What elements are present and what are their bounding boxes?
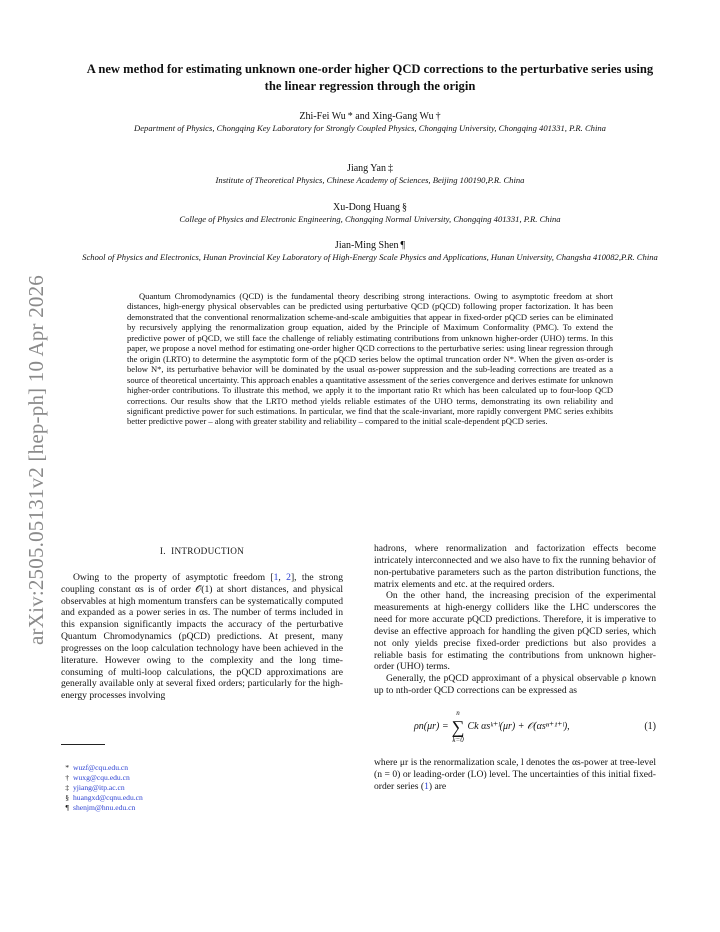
footnote bbox=[61, 763, 143, 773]
section-heading bbox=[61, 546, 343, 558]
footnote bbox=[61, 783, 143, 793]
footnote-mark: † bbox=[65, 773, 69, 782]
intro-paragraph-cont: hadrons, where renormalization and factorization effects become intricately interconnected and we also have to fix the running behavior of non-pertubative parameters such as the parton distribution functions, the matrix elements and etc. at the required orders. bbox=[374, 543, 656, 590]
arxiv-stamp: arXiv:2505.05131v2 [hep-ph] 10 Apr 2026 bbox=[24, 275, 48, 645]
abstract-text: Quantum Chromodynamics (QCD) is the fundamental theory describing strong interactions. Owing to asymptotic freedom at short distances, high-energy physical observables can be predicted using perturbative QCD (pQCD) following proper factorization. It has been demonstrated that the conventional renormalization scheme-and-scale ambiguities that appear in fixed-order pQCD series can be eliminated by recursively applying the renormalization group equation, aided by the Principle of Maximum Conformality (PMC). To extend the predictive power of pQCD, we still face the challenge of reliably estimating contributions from unknown higher-order (UHO) terms. In this paper, we propose a novel method for estimating one-order higher QCD corrections to the perturbative series: using linear regression through the origin (LRTO) to determine the asymptotic form of the pQCD series below the optimal truncation order N*. When the given αs-order is below N*, its perturbative behavior will be dominated by the usual αs-power suppression and the sub-leading corrections are treated as a source of theoretical uncertainty. This approach enables a quantitative assessment of the series convergence and derives estimate for unknown higher-order contributions. To illustrate this method, we apply it to the important ratio Rτ which has been calculated up to four-loop QCD corrections. Our results show that the LRTO method yields reliable estimates of the UHO terms, demonstrating its own reliability and significant predictive power for such estimations. In particular, we find that the scale-invariant, more rapidly convergent PMC series exhibits better predictive power – along with greater stability and reliability – compared to the initial scale-dependent pQCD series. bbox=[127, 291, 613, 427]
author-group-1 bbox=[70, 110, 670, 134]
text-run: ) are bbox=[428, 780, 447, 792]
footnote bbox=[61, 773, 143, 783]
intro-paragraph-4 bbox=[374, 757, 656, 793]
intro-paragraph-1 bbox=[61, 572, 343, 702]
footnotes bbox=[61, 763, 143, 813]
author-affiliation: Institute of Theoretical Physics, Chinese Academy of Sciences, Beijing 100190,P.R. China bbox=[215, 175, 525, 185]
equation-1 bbox=[374, 705, 656, 749]
author-group-2 bbox=[70, 162, 670, 186]
abstract bbox=[127, 291, 613, 427]
email-link[interactable]: wuzf@cqu.edu.cn bbox=[73, 763, 129, 772]
author-names: Xu-Dong Huang § bbox=[333, 202, 407, 213]
intro-paragraph-2: On the other hand, the increasing precision of the experimental measurements at high-energy colliders like the LHC underscores the need for more accurate pQCD predictions. Therefore, it is imperative to devise an effective approach for handling the given pQCD series, which not only yields precise fixed-order predictions but also provides a reliable basis for estimating the contributions from unknown higher-order (UHO) terms. bbox=[374, 590, 656, 673]
paper-title: A new method for estimating unknown one-order higher QCD corrections to the perturbative series using the linear regression through the origin bbox=[86, 62, 654, 93]
footnote-rule bbox=[61, 744, 105, 745]
email-link[interactable]: wuxg@cqu.edu.cn bbox=[73, 773, 130, 782]
sum-upper-limit: n bbox=[456, 708, 460, 717]
equation-lhs: ρn(μr) = bbox=[414, 721, 449, 733]
text-run: ], the strong coupling constant αs is of order 𝒪(1) at short distances, and physical observables at high momentum transfers can be systematically computed and expanded as a power series in αs. The number of terms included in this expansion significantly impacts the accuracy of the perturbative Quantum Chromodynamics (pQCD) predictions. At present, many progresses on the loop calculation technology have been achieved in the literature. However owing to the complexity and the long time-consuming of multi-loop calculations, the pQCD approximations are generally available only at several fixed orders; particularly for the high-energy processes involving bbox=[61, 571, 343, 702]
equation-body bbox=[414, 709, 570, 745]
citation-link[interactable]: 2 bbox=[286, 571, 291, 583]
author-names: Zhi-Fei Wu * and Xing-Gang Wu † bbox=[299, 111, 441, 122]
author-affiliation: School of Physics and Electronics, Hunan Provincial Key Laboratory of High-Energy Scale Physics and Applications, Hunan University, Changsha 410082,P.R. China bbox=[82, 252, 658, 262]
section-number: I. bbox=[159, 546, 166, 556]
text-run: , bbox=[278, 571, 287, 583]
author-affiliation: College of Physics and Electronic Engineering, Chongqing Normal University, Chongqing 401331, P.R. China bbox=[179, 214, 561, 224]
footnote-mark: § bbox=[65, 793, 69, 802]
footnote-mark: * bbox=[65, 763, 69, 772]
sum-lower-limit: k=0 bbox=[452, 735, 464, 744]
right-column bbox=[374, 543, 656, 793]
intro-paragraph-3: Generally, the pQCD approximant of a physical observable ρ known up to nth-order QCD corrections can be expressed as bbox=[374, 673, 656, 697]
sigma-icon: ∑ bbox=[451, 716, 465, 737]
text-run: where μr is the renormalization scale, l denotes the αs-power at tree-level (n = 0) or leading-order (LO) level. The uncertainties of this initial fixed-order series ( bbox=[374, 756, 656, 792]
email-link[interactable]: shenjm@hnu.edu.cn bbox=[73, 803, 136, 812]
author-names: Jiang Yan ‡ bbox=[347, 163, 393, 174]
footnote-mark: ‡ bbox=[65, 783, 69, 792]
footnote bbox=[61, 793, 143, 803]
citation-link[interactable]: 1 bbox=[273, 571, 279, 583]
equation-rhs: Ck αsᵏ⁺ˡ(μr) + 𝒪(αsⁿ⁺¹⁺ˡ), bbox=[467, 721, 570, 733]
author-affiliation: Department of Physics, Chongqing Key Laboratory for Strongly Coupled Physics, Chongqing University, Chongqing 401331, P.R. China bbox=[134, 123, 606, 133]
summation-symbol bbox=[452, 709, 465, 745]
author-group-4 bbox=[70, 239, 670, 263]
left-column bbox=[61, 543, 343, 702]
equation-ref-link[interactable]: 1 bbox=[424, 780, 429, 792]
footnote bbox=[61, 803, 143, 813]
email-link[interactable]: huangxd@cqnu.edu.cn bbox=[73, 793, 143, 802]
section-title: INTRODUCTION bbox=[171, 546, 245, 556]
equation-number: (1) bbox=[644, 721, 656, 733]
text-run: Owing to the property of asymptotic freedom [ bbox=[73, 571, 274, 583]
author-names: Jian-Ming Shen ¶ bbox=[334, 240, 406, 251]
footnote-mark: ¶ bbox=[65, 803, 69, 812]
author-group-3 bbox=[70, 201, 670, 225]
email-link[interactable]: yjiang@itp.ac.cn bbox=[73, 783, 125, 792]
